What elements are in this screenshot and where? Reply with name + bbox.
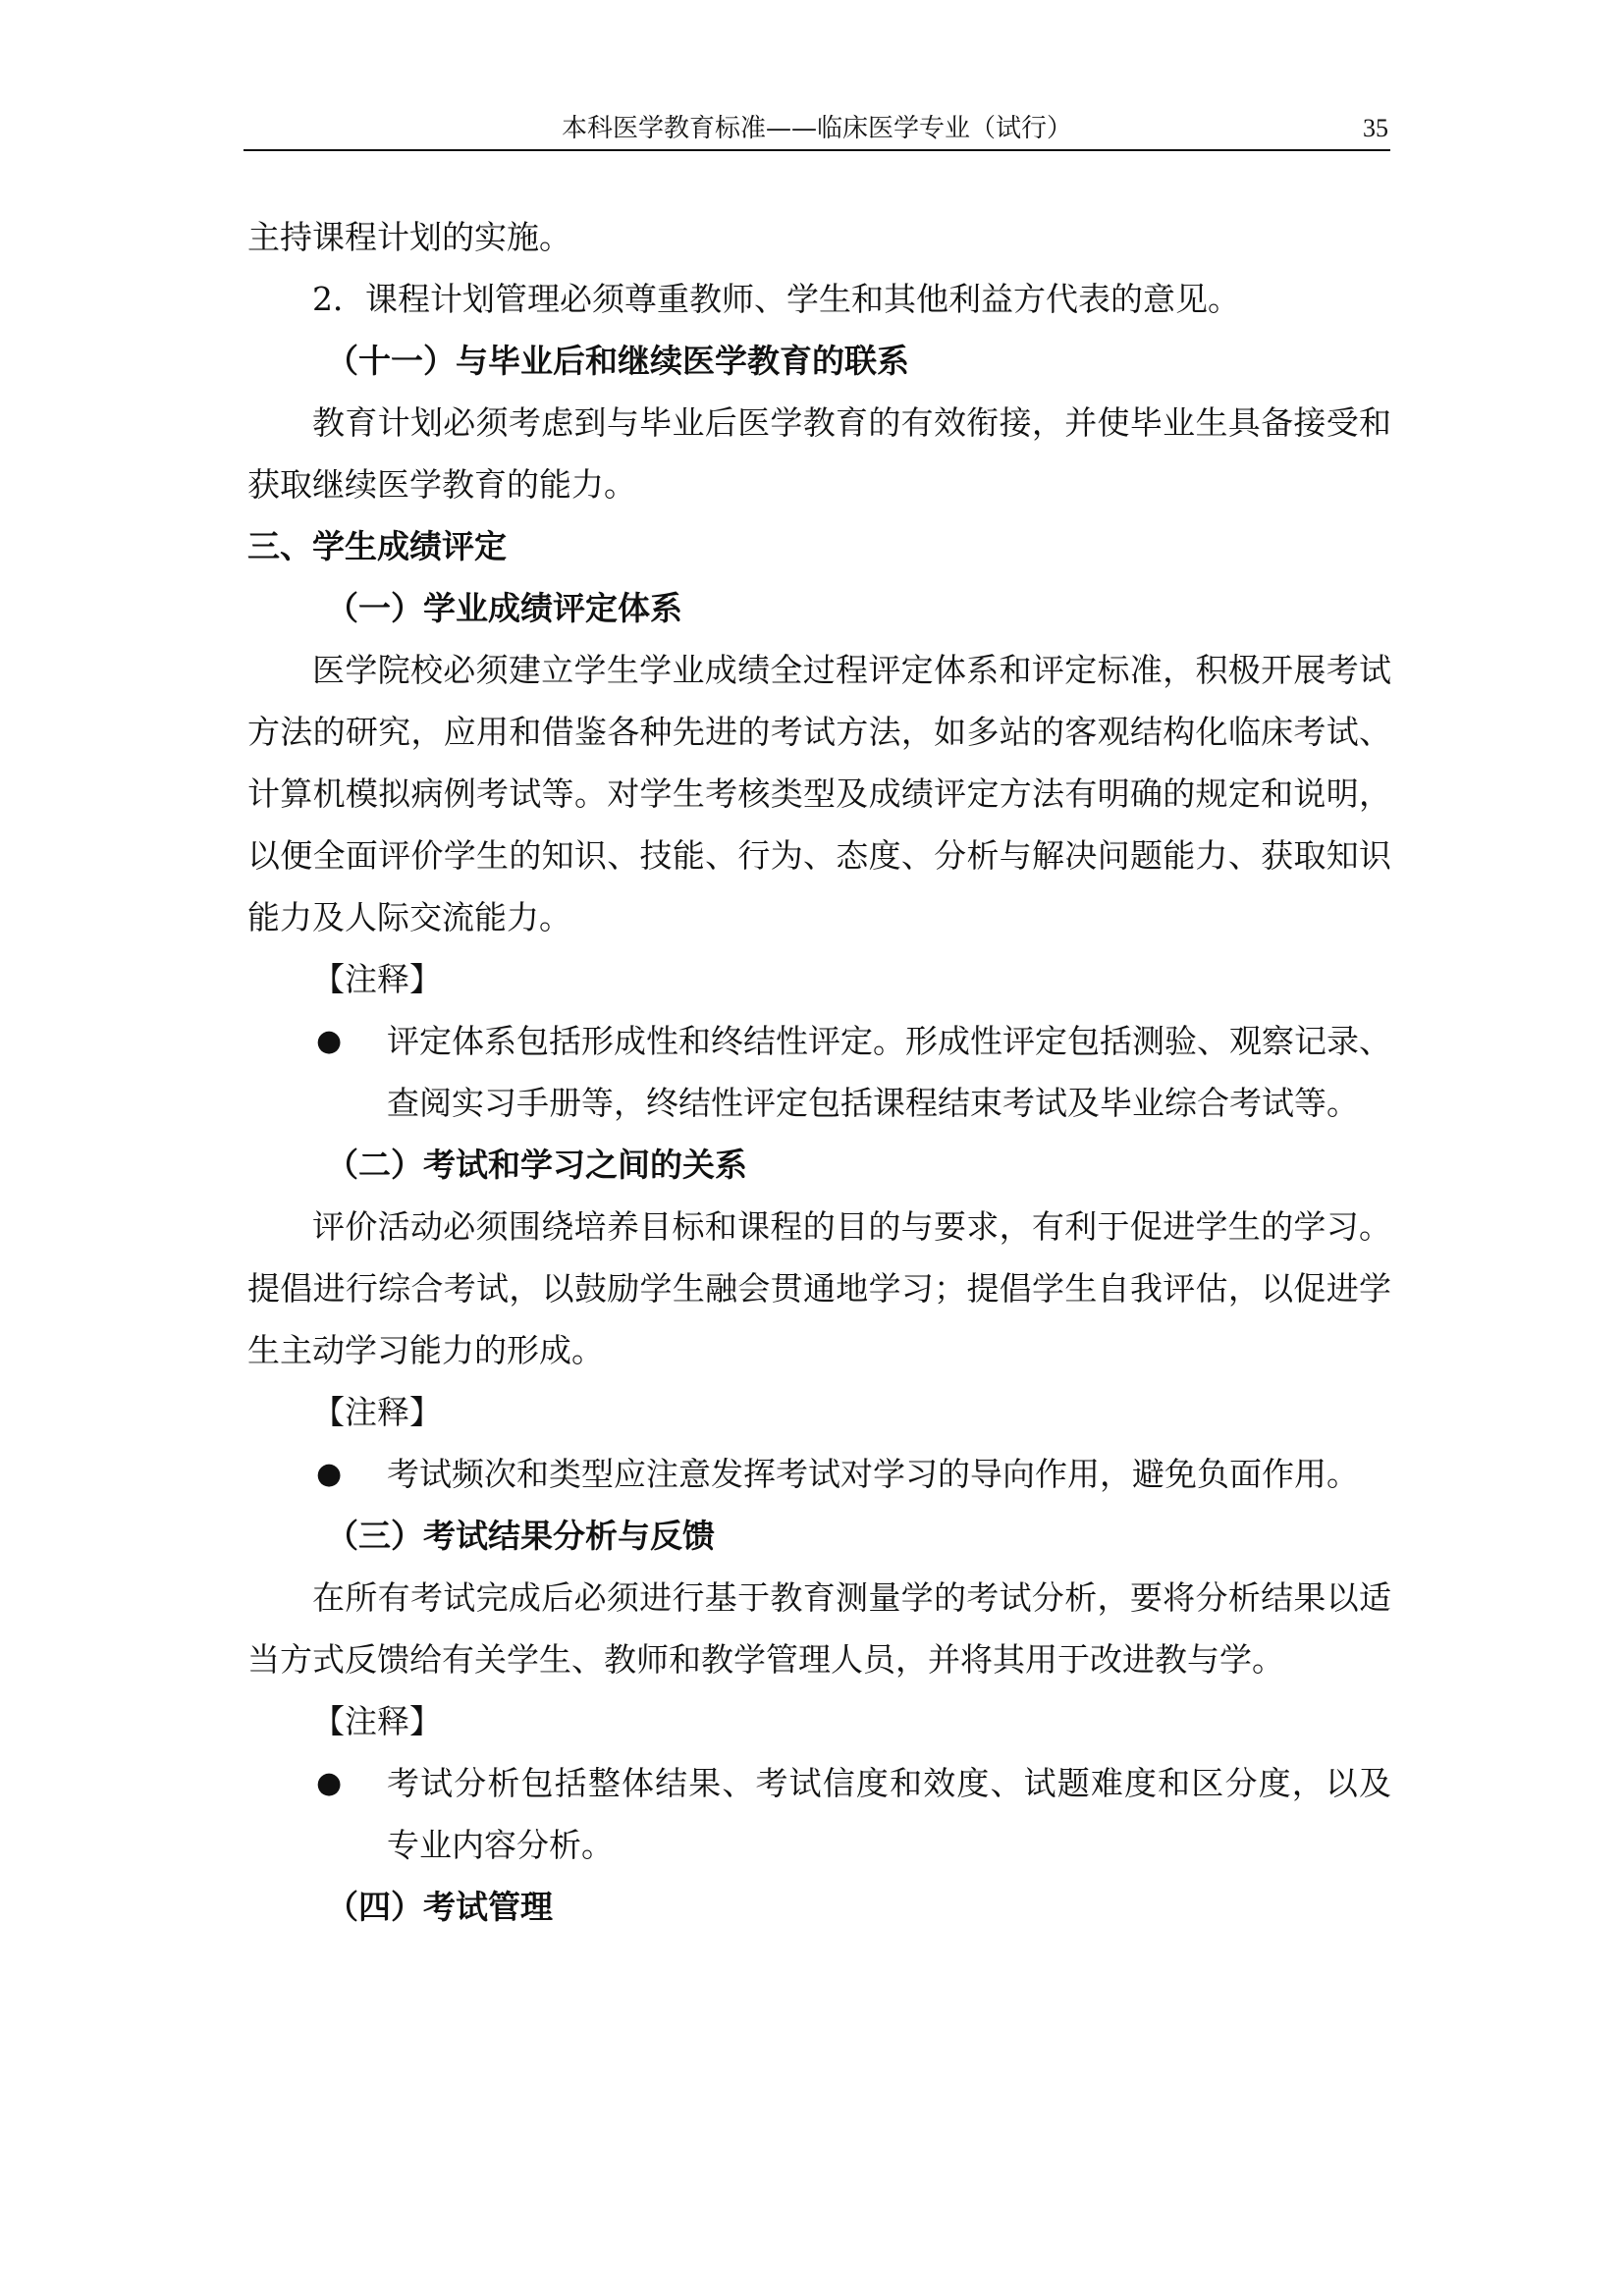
note-label: 【注释】 xyxy=(312,1393,442,1431)
section-heading: （十一）与毕业后和继续医学教育的联系 xyxy=(326,342,909,380)
chapter-heading: 三、学生成绩评定 xyxy=(247,527,507,565)
bullet-continuation: 查阅实习手册等，终结性评定包括课程结束考试及毕业综合考试等。 xyxy=(387,1084,1359,1122)
body-text xyxy=(247,206,1391,1938)
numbered-item: 2．课程计划管理必须尊重教师、学生和其他利益方代表的意见。 xyxy=(312,280,1240,318)
paragraph-line: 计算机模拟病例考试等。对学生考核类型及成绩评定方法有明确的规定和说明， xyxy=(247,774,1391,813)
bullet-text: 评定体系包括形成性和终结性评定。形成性评定包括测验、观察记录、 xyxy=(387,1022,1391,1060)
bullet-item xyxy=(247,1752,1391,1814)
paragraph-line: 提倡进行综合考试，以鼓励学生融会贯通地学习；提倡学生自我评估，以促进学 xyxy=(247,1269,1391,1308)
bullet-icon: ● xyxy=(316,1457,343,1491)
paragraph-line: 评价活动必须围绕培养目标和课程的目的与要求，有利于促进学生的学习。 xyxy=(312,1207,1391,1246)
paragraph-line: 在所有考试完成后必须进行基于教育测量学的考试分析，要将分析结果以适 xyxy=(312,1578,1391,1617)
section-heading: （三）考试结果分析与反馈 xyxy=(326,1517,715,1555)
bullet-continuation: 专业内容分析。 xyxy=(387,1826,614,1864)
section-heading: （二）考试和学习之间的关系 xyxy=(326,1146,747,1184)
page-number: 35 xyxy=(1363,114,1388,142)
paragraph-line: 医学院校必须建立学生学业成绩全过程评定体系和评定标准，积极开展考试 xyxy=(312,651,1391,689)
paragraph-line: 主持课程计划的实施。 xyxy=(247,218,571,256)
bullet-icon: ● xyxy=(316,1024,343,1058)
bullet-icon: ● xyxy=(316,1766,343,1800)
paragraph-line: 教育计划必须考虑到与毕业后医学教育的有效衔接，并使毕业生具备接受和 xyxy=(312,403,1391,442)
note-label: 【注释】 xyxy=(312,1702,442,1740)
section-heading: （一）学业成绩评定体系 xyxy=(326,589,682,627)
section-heading: （四）考试管理 xyxy=(326,1888,553,1926)
bullet-item xyxy=(247,1010,1391,1072)
bullet-text: 考试分析包括整体结果、考试信度和效度、试题难度和区分度，以及 xyxy=(387,1764,1391,1802)
bullet-text: 考试频次和类型应注意发挥考试对学习的导向作用，避免负面作用。 xyxy=(387,1455,1359,1493)
paragraph-line: 方法的研究，应用和借鉴各种先进的考试方法，如多站的客观结构化临床考试、 xyxy=(247,713,1391,751)
running-header xyxy=(244,110,1390,151)
paragraph-line: 生主动学习能力的形成。 xyxy=(247,1331,604,1369)
paragraph-line: 能力及人际交流能力。 xyxy=(247,898,571,936)
note-label: 【注释】 xyxy=(312,960,442,998)
header-title: 本科医学教育标准——临床医学专业（试行） xyxy=(561,114,1072,143)
paragraph-line: 以便全面评价学生的知识、技能、行为、态度、分析与解决问题能力、获取知识 xyxy=(247,836,1391,875)
paragraph-line: 当方式反馈给有关学生、教师和教学管理人员，并将其用于改进教与学。 xyxy=(247,1640,1284,1679)
bullet-item xyxy=(247,1443,1391,1505)
paragraph-line: 获取继续医学教育的能力。 xyxy=(247,465,636,504)
